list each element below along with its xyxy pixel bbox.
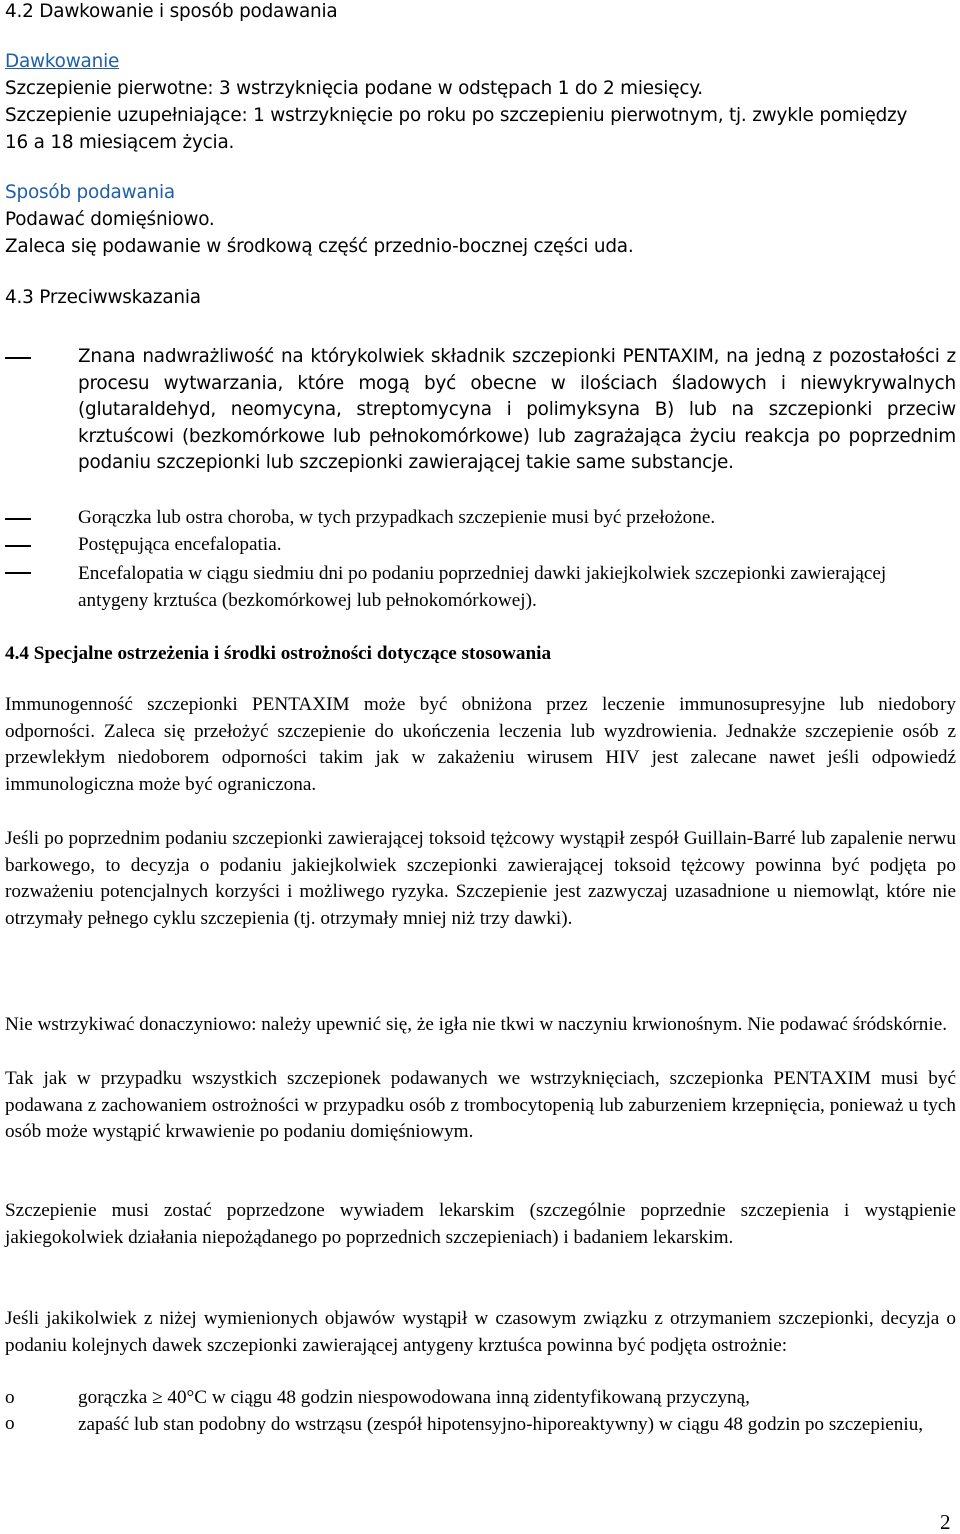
dosing-line: Szczepienie pierwotne: 3 wstrzyknięcia podane w odstępach 1 do 2 miesięcy. bbox=[5, 78, 703, 99]
paragraph: Jeśli jakikolwiek z niżej wymienionych objawów wystąpił w czasowym związku z otrzymaniem szczepionki, decyzja o podaniu kolejnych dawek szczepionki zawierającej antygeny krztuśca powinna być podjęta ostrożnie: bbox=[5, 1308, 956, 1356]
section-4-3-heading: 4.3 Przeciwwskazania bbox=[5, 287, 201, 308]
list-dash bbox=[5, 545, 31, 547]
contraindication-item: Postępująca encefalopatia. bbox=[78, 534, 282, 555]
paragraph: Tak jak w przypadku wszystkich szczepionek podawanych we wstrzyknięciach, szczepionka PENTAXIM musi być podawana z zachowaniem ostrożności w przypadku osób z trombocytopenią lub zaburzeniem krzepnięcia, ponieważ u tych osób może wystąpić krwawienie po podaniu domięśniowym. bbox=[5, 1068, 956, 1143]
method-title: Sposób podawania bbox=[5, 182, 175, 203]
paragraph: Jeśli po poprzednim podaniu szczepionki zawierającej toksoid tężcowy wystąpił zespół Guillain-Barré lub zapalenie nerwu barkowego, to decyzja o podaniu jakiejkolwiek szczepionki zawierającej toksoid tężcowy powinna być podjęta po rozważeniu potencjalnych korzyści i możliwego ryzyka. Szczepienie jest zazwyczaj uzasadnione u niemowląt, które nie otrzymały pełnego cyklu szczepienia (tj. otrzymały mniej niż trzy dawki). bbox=[5, 828, 956, 930]
bullet-item: gorączka ≥ 40°C w ciągu 48 godzin niespowodowana inną zidentyfikowaną przyczyną, bbox=[78, 1387, 750, 1408]
contraindication-item: Znana nadwrażliwość na którykolwiek składnik szczepionki PENTAXIM, na jedną z pozostałości z procesu wytwarzania, które mogą być obecne w ilościach śladowych i niewykrywalnych (glutaraldehyd, neomycyna, streptomycyna i polimyksyna B) lub na szczepionki przeciw krztuścowi (bezkomórkowe lub pełnokomórkowe) lub zagrażająca życiu reakcja po poprzednim podaniu szczepionki lub szczepionki zawierającej takie same substancje. bbox=[78, 346, 956, 474]
paragraph: Nie wstrzykiwać donaczyniowo: należy upewnić się, że igła nie tkwi w naczyniu krwionośnym. Nie podawać śródskórnie. bbox=[5, 1014, 948, 1035]
dosing-line: Szczepienie uzupełniające: 1 wstrzyknięcie po roku po szczepieniu pierwotnym, tj. zwykle pomiędzy bbox=[5, 105, 908, 126]
bullet-item: zapaść lub stan podobny do wstrząsu (zespół hipotensyjno-hiporeaktywny) w ciągu 48 godzin po szczepieniu, bbox=[78, 1414, 924, 1435]
contraindication-item: Gorączka lub ostra choroba, w tych przypadkach szczepienie musi być przełożone. bbox=[78, 507, 716, 528]
list-dash bbox=[5, 357, 31, 359]
list-dash bbox=[5, 572, 31, 574]
method-line: Zaleca się podawanie w środkową część przednio-bocznej części uda. bbox=[5, 236, 634, 257]
dosing-line: 16 a 18 miesiącem życia. bbox=[5, 132, 235, 153]
list-dash bbox=[5, 518, 31, 520]
bullet-marker: o bbox=[5, 1387, 15, 1408]
dosing-title: Dawkowanie bbox=[5, 51, 120, 72]
method-line: Podawać domięśniowo. bbox=[5, 209, 215, 230]
paragraph: Immunogenność szczepionki PENTAXIM może być obniżona przez leczenie immunosupresyjne lub niedobory odporności. Zaleca się przełożyć szczepienie do ukończenia leczenia lub wyzdrowienia. Jednakże szczepienie osób z przewlekłym niedoborem odporności takim jak w zakażeniu wirusem HIV jest zalecane nawet jeśli odpowiedź immunologiczna może być ograniczona. bbox=[5, 694, 956, 796]
page-number: 2 bbox=[940, 1510, 951, 1534]
section-4-2-heading: 4.2 Dawkowanie i sposób podawania bbox=[5, 1, 338, 22]
contraindication-item: Encefalopatia w ciągu siedmiu dni po podaniu poprzedniej dawki jakiejkolwiek szczepionki zawierającej antygeny krztuśca (bezkomórkowej lub pełnokomórkowej). bbox=[78, 563, 887, 611]
section-4-4-heading: 4.4 Specjalne ostrzeżenia i środki ostrożności dotyczące stosowania bbox=[5, 643, 552, 664]
bullet-marker: o bbox=[5, 1413, 15, 1434]
paragraph: Szczepienie musi zostać poprzedzone wywiadem lekarskim (szczególnie poprzednie szczepienia i wystąpienie jakiegokolwiek działania niepożądanego po poprzednich szczepieniach) i badaniem lekarskim. bbox=[5, 1200, 956, 1248]
